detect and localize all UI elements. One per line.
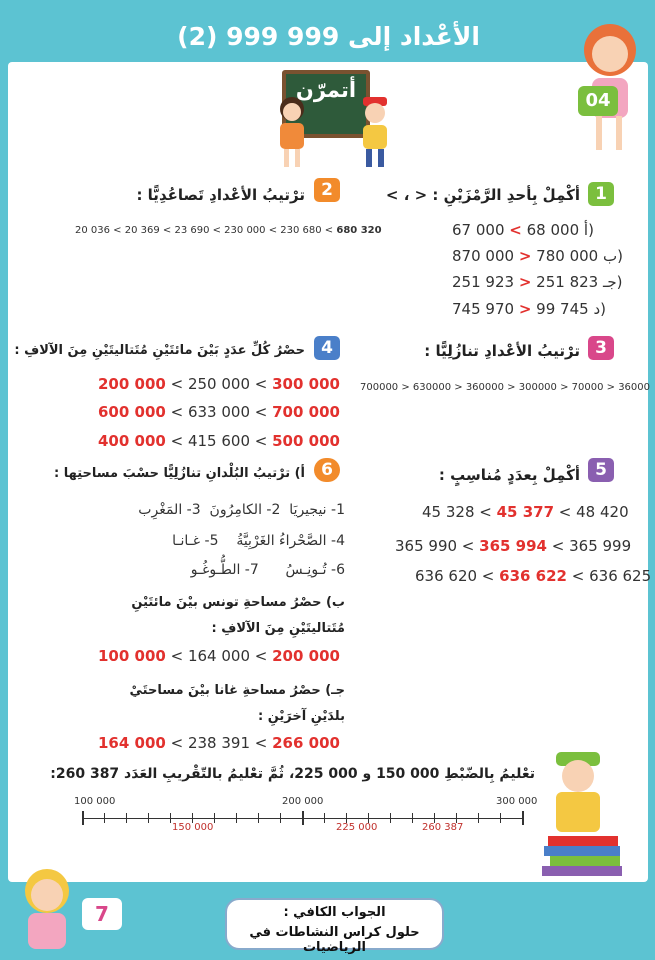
numberline-mark-a: 150 000 <box>172 822 214 833</box>
ex6-part-c-text: جـ) حصْرُ مساحةِ غانا بيْنَ مساحتَيْ بلدَيْنِ آخرَيْنِ : <box>129 683 345 724</box>
ex1-row-c: 251 923 > 251 823 جـ) <box>452 273 623 291</box>
ex1-row-b: 870 000 > 780 000 ب) <box>452 247 623 265</box>
numberline-tick <box>522 811 524 825</box>
numberline-label-mid: 200 000 <box>282 796 324 807</box>
board-label: أتمرّن <box>295 78 357 102</box>
exercise-6-heading: أ) ترْتيبُ البُلْدانِ تنازُلِيًّا حسْبَ مساحتِها : <box>54 466 305 481</box>
ex4-row-3: 400 000 < 415 600 < 500 000 <box>98 432 340 450</box>
exercise-5-badge: 5 <box>588 458 614 482</box>
numberline-tick <box>280 813 281 823</box>
country-line-1: 1- نيجيريَا 2- الكامِرُونَ 3- المَغْرِب <box>138 502 345 518</box>
country-line-3: 6- تُـونِـسُ 7- الطُّـوغُـو <box>190 562 345 578</box>
exercise-4-heading: حصْرُ كُلِّ عدَدٍ بَيْنَ مائتَيْنِ مُتَتاليتَيْنِ مِنَ الآلافِ : <box>14 343 305 358</box>
ex6-part-b-text: ب) حصْرُ مساحةِ تونس بيْنَ مائتَيْنِ مُتَتاليتَيْنِ مِنَ الآلافِ : <box>131 595 345 636</box>
numberline-tick <box>324 813 325 823</box>
numberline-tick <box>170 813 171 823</box>
footer-subtitle: حلول كراس النشاطات في الرياضيات <box>249 925 420 955</box>
ex5-row-3: 636 620 < 636 622 < 636 625 <box>415 567 652 585</box>
numberline-tick <box>104 813 105 823</box>
numberline-mark-c: 260 387 <box>422 822 464 833</box>
numberline-tick <box>478 813 479 823</box>
ex5-row-1: 45 328 < 45 377 < 48 420 <box>422 503 629 521</box>
ex3-sequence: 700000 > 630000 > 360000 > 300000 > 70000 > 36000 <box>360 382 650 393</box>
numberline-tick <box>258 813 259 823</box>
numberline-label-end: 300 000 <box>496 796 538 807</box>
exercise-1-heading: أكْمِلْ بِأحدِ الرَّمْزَيْنِ : < ، > <box>385 186 580 204</box>
numberline-tick <box>126 813 127 823</box>
ex5-row-2: 365 990 < 365 994 < 365 999 <box>395 537 632 555</box>
exercise-3-badge: 3 <box>588 336 614 360</box>
numberline-tick <box>214 813 215 823</box>
numberline-caption: تعْليمُ بِالضّبْطِ 000 150 و 000 225، ثُمَّ تعْليمُ بالتّقْريبِ العَدَد 387 260: <box>50 766 535 782</box>
numberline-tick <box>500 813 501 823</box>
ex1-row-d: 745 970 > 99 745 د) <box>452 300 606 318</box>
ex4-row-1: 200 000 < 250 000 < 300 000 <box>98 375 340 393</box>
exercise-2-heading: ترْتيبُ الأعْدادِ تَصاعُدِيًّا : <box>136 186 305 204</box>
ex4-row-2: 600 000 < 633 000 < 700 000 <box>98 403 340 421</box>
exercise-6-badge: 6 <box>314 458 340 482</box>
exercise-3-heading: ترْتيبُ الأعْدادِ تنازُلِيًّا : <box>424 342 580 360</box>
girl-reading-illustration <box>570 10 648 160</box>
numberline-tick <box>148 813 149 823</box>
boy-on-books-illustration <box>538 748 628 888</box>
numberline-tick <box>302 811 304 825</box>
numberline-tick <box>82 811 84 825</box>
exercise-4-badge: 4 <box>314 336 340 360</box>
numberline-tick <box>236 813 237 823</box>
footer-box <box>225 898 444 955</box>
girl-waving-illustration <box>14 865 80 955</box>
ex6-part-c-row: 164 000 < 238 391 < 266 000 <box>98 734 340 752</box>
ex2-sequence: 20 036 < 20 369 < 23 690 < 230 000 < 230 680 < 680 320 <box>75 225 382 236</box>
footer-title: الجواب الكافي : <box>283 905 386 920</box>
numberline-tick <box>390 813 391 823</box>
page-number: 7 <box>82 898 122 930</box>
ex1-row-a: 67 000 < 68 000 أ) <box>452 221 594 239</box>
numberline-mark-b: 225 000 <box>336 822 378 833</box>
page-title: الأعْداد إلى 999 999 (2) <box>177 22 480 51</box>
exercise-5-heading: أكْمِلْ بِعدَدٍ مُناسِبٍ : <box>438 466 580 484</box>
boy-student-illustration <box>353 95 398 170</box>
ex6-part-b-row: 100 000 < 164 000 < 200 000 <box>98 647 340 665</box>
lesson-number-badge: 04 <box>578 86 618 116</box>
exercise-1-badge: 1 <box>588 182 614 206</box>
exercise-2-badge: 2 <box>314 178 340 202</box>
girl-student-illustration <box>272 95 312 170</box>
country-line-2: 4- الصَّحْراءُ الغَرْبِيَّةُ 5- غـانـا <box>172 533 345 549</box>
numberline-tick <box>412 813 413 823</box>
numberline-label-start: 100 000 <box>74 796 116 807</box>
